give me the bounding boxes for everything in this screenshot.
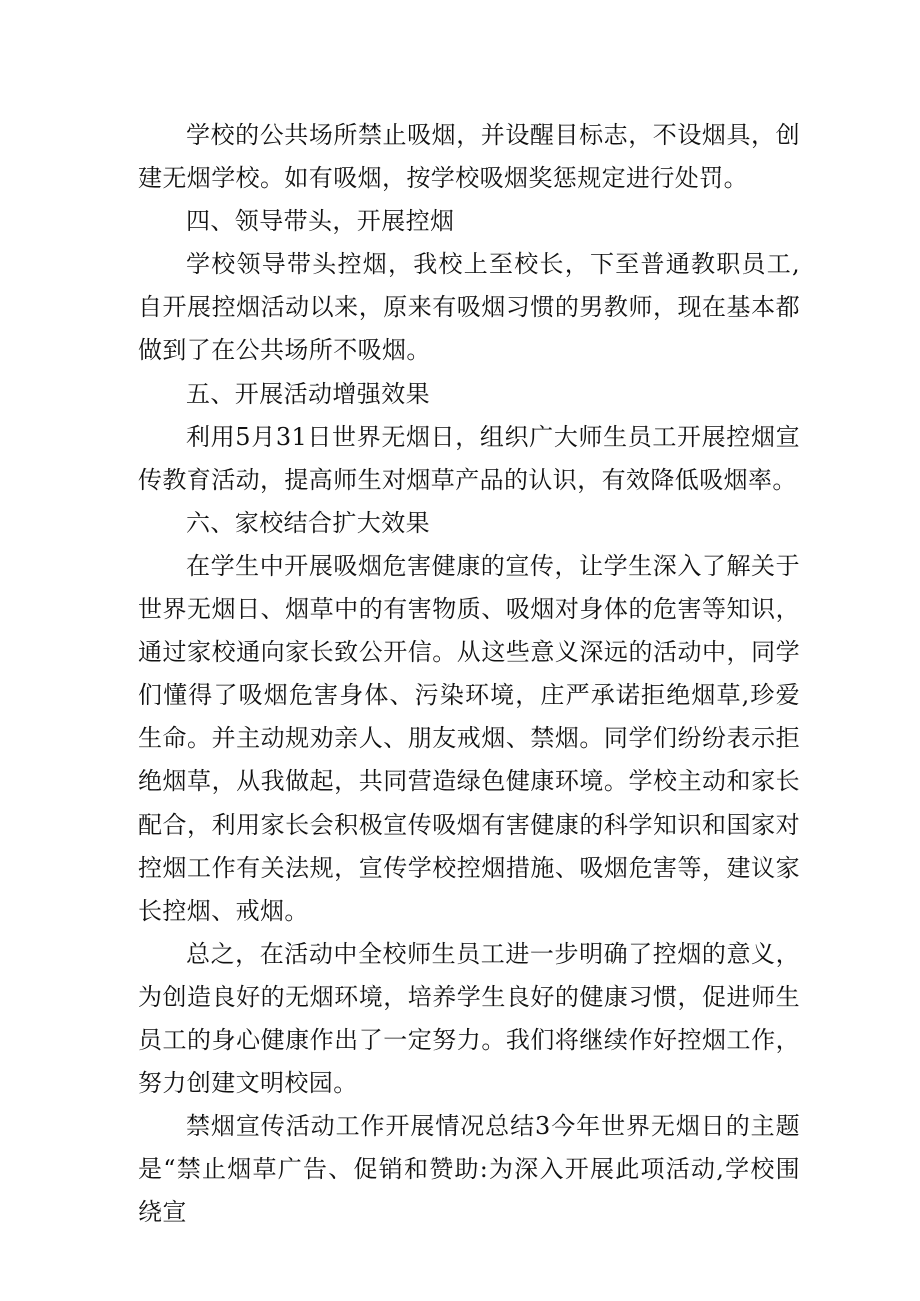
paragraph-summary-3: 禁烟宣传活动工作开展情况总结3今年世界无烟日的主题是“禁止烟草广告、促销和赞助:为深入开展此项活动,学校围绕宣 [138,1112,800,1227]
paragraph-conclusion: 总之，在活动中全校师生员工进一步明确了控烟的意义，为创造良好的无烟环境，培养学生良好的健康习惯，促进师生员工的身心健康作出了一定努力。我们将继续作好控烟工作，努力创建文明校园。 [138,939,800,1098]
section-heading-4: 四、领导带头，开展控烟 [186,207,455,236]
section-heading-6: 六、家校结合扩大效果 [186,508,430,537]
section-heading-5: 五、开展活动增强效果 [186,379,430,408]
paragraph-leaders: 学校领导带头控烟，我校上至校长，下至普通教职员工,自开展控烟活动以来，原来有吸烟习惯的男教师，现在基本都做到了在公共场所不吸烟。 [138,250,800,365]
paragraph-public-places: 学校的公共场所禁止吸烟，并设醒目标志，不设烟具，创建无烟学校。如有吸烟，按学校吸烟奖惩规定进行处罚。 [138,121,800,193]
paragraph-activities: 利用5月31日世界无烟日，组织广大师生员工开展控烟宣传教育活动，提高师生对烟草产品的认识，有效降低吸烟率。 [138,422,800,494]
paragraph-home-school: 在学生中开展吸烟危害健康的宣传，让学生深入了解关于世界无烟日、烟草中的有害物质、吸烟对身体的危害等知识，通过家校通向家长致公开信。从这些意义深远的活动中，同学们懂得了吸烟危害身体、污染环境，庄严承诺拒绝烟草,珍爱生命。并主动规劝亲人、朋友戒烟、禁烟。同学们纷纷表示拒绝烟草，从我做起，共同营造绿色健康环境。学校主动和家长配合，利用家长会积极宣传吸烟有害健康的科学知识和国家对控烟工作有关法规，宣传学校控烟措施、吸烟危害等，建议家长控烟、戒烟。 [138,551,800,925]
document-body [138,114,800,1234]
